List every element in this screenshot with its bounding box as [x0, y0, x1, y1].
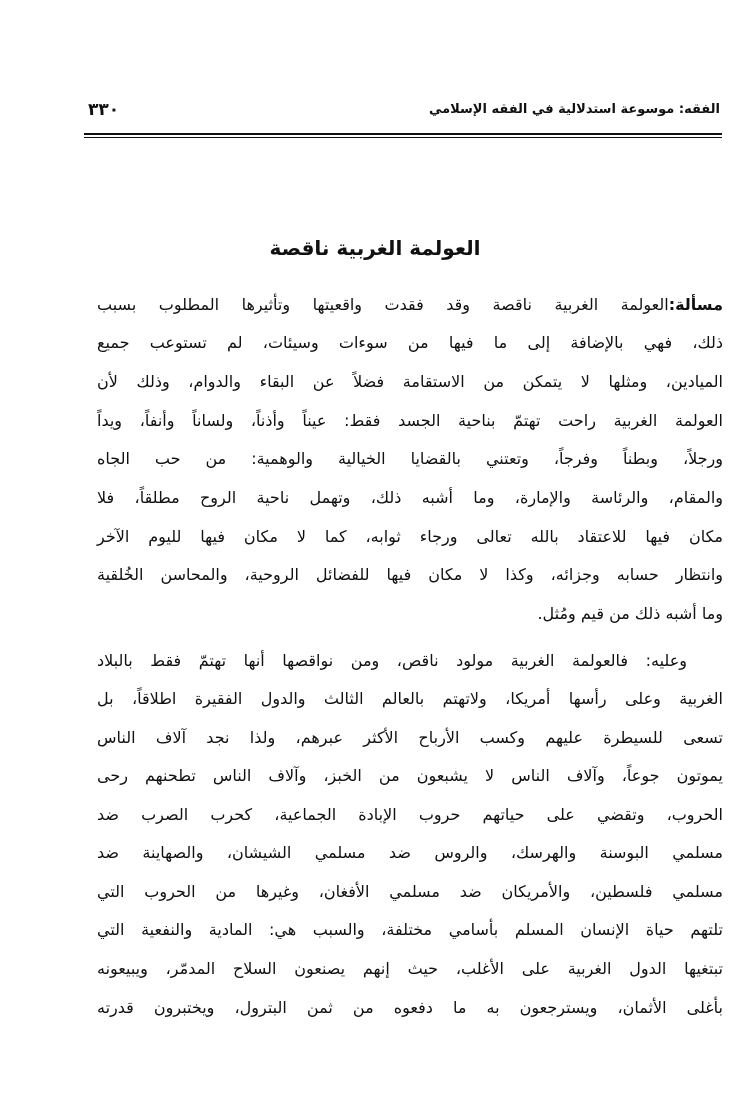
text-line: الميادين، ومثلها لا يتمكن من الاستقامة فضلاً عن البقاء والدوام، وذلك لأن — [97, 372, 723, 391]
text-line: وانتظار حسابه وجزائه، وكذا لا مكان فيها للفضائل الروحية، والمحاسن الخُلقية — [97, 565, 723, 584]
text-line: مكان فيها للاعتقاد بالله تعالى ورجاء ثوابه، كما لا مكان فيها لليوم الآخر — [97, 527, 723, 546]
text-line: ذلك، فهي بالإضافة إلى ما فيها من سوءات وسيئات، لم تستوعب جميع — [97, 333, 723, 352]
page-header — [88, 100, 720, 128]
text-line: تبتغيها الدول الغربية على الأغلب، حيث إنهم يصنعون السلاح المدمّر، ويبيعونه — [97, 959, 723, 978]
text-line: العولمة الغربية راحت تهتمّ بناحية الجسد فقط: عيناً وأذناً، ولساناً وأنفاً، ويداً — [97, 411, 723, 430]
lead-word: مسألة: — [668, 295, 723, 314]
text-line: يموتون جوعاً، وآلاف الناس لا يشبعون من الخبز، وآلاف الناس تطحنهم رحى — [97, 766, 723, 785]
text-line: وما أشبه ذلك من قيم ومُثل. — [537, 604, 723, 623]
text-line: مسلمي فلسطين، والأمريكان ضد مسلمي الأفغان، وغيرها من الحروب التي — [97, 882, 723, 901]
section-title: العولمة الغربية ناقصة — [269, 236, 481, 260]
text-line: مسألة:العولمة الغربية ناقصة وقد فقدت واقعيتها وتأثيرها المطلوب بسبب — [97, 295, 723, 314]
running-title: الفقه: موسوعة استدلالية في الفقه الإسلامي — [428, 102, 720, 117]
text-line: والمقام، والرئاسة والإمارة، وما أشبه ذلك، وتهمل ناحية الروح مطلقاً، فلا — [97, 488, 723, 507]
text-line: تسعى للسيطرة عليهم وكسب الأرباح الأكثر عبرهم، ولذا نجد آلاف الناس — [97, 728, 723, 747]
text-line: مسلمي البوسنة والهرسك، والروس ضد مسلمي الشيشان، والصهاينة ضد — [97, 843, 723, 862]
text-line: الغربية وعلى رأسها أمريكا، ولاتهتم بالعالم الثالث والدول الفقيرة اطلاقاً، بل — [97, 689, 723, 708]
text-line: ورجلاً، وبطناً وفرجاً، وتعتني بالقضايا الخيالية والوهمية: من حب الجاه — [97, 449, 723, 468]
page-number: ٣٣٠ — [88, 100, 120, 120]
text-line: الحروب، وتقضي على حياتهم حروب الإبادة الجماعية، كحرب الصرب ضد — [97, 805, 723, 824]
text-line: وعليه: فالعولمة الغربية مولود ناقص، ومن نواقصها أنها تهتمّ فقط بالبلاد — [97, 651, 687, 670]
text-line: بأغلى الأثمان، ويسترجعون به ما دفعوه من ثمن البترول، ويختبرون قدرته — [97, 998, 723, 1017]
text-line: تلتهم حياة الإنسان المسلم بأسامي مختلفة، والسبب هي: المادية والنفعية التي — [97, 920, 723, 939]
header-rule — [84, 133, 722, 138]
